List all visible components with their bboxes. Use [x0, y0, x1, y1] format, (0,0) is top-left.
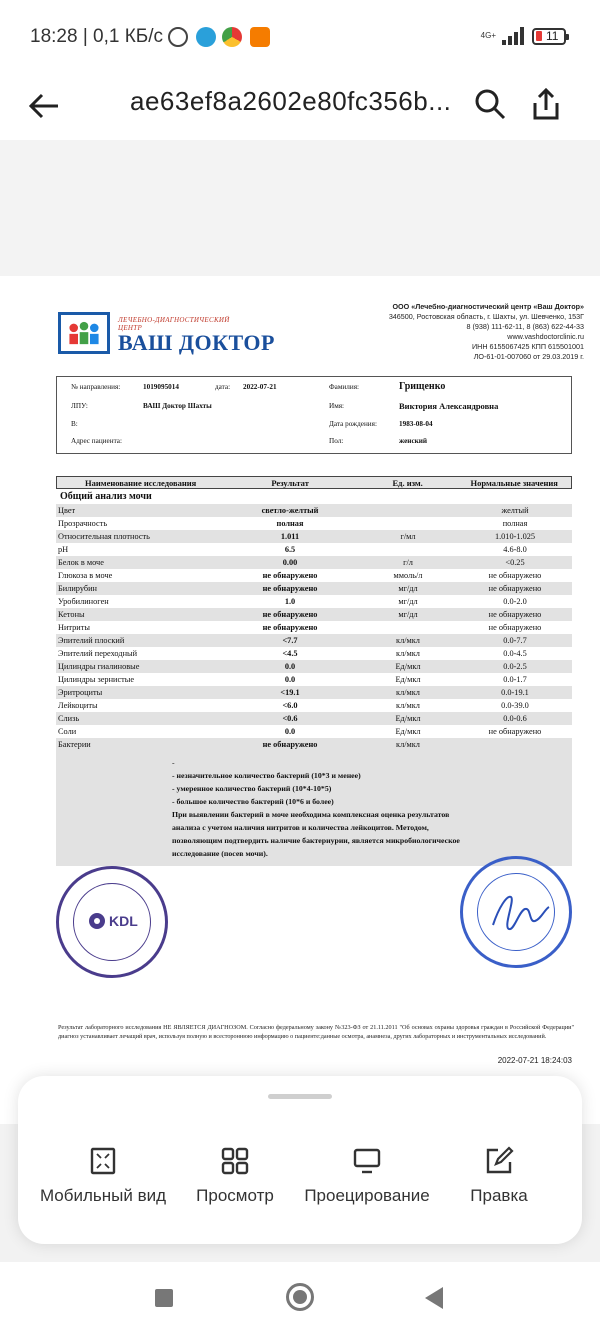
result-norm: 0.0-4.5 — [503, 649, 527, 658]
recents-button[interactable] — [155, 1289, 173, 1307]
result-name: Прозрачность — [58, 519, 108, 528]
result-norm: не обнаружено — [488, 727, 542, 736]
grid-icon — [220, 1146, 250, 1176]
report-datetime: 2022-07-21 18:24:03 — [497, 1056, 572, 1065]
nav-back-button[interactable] — [425, 1287, 443, 1309]
result-norm: 0.0-2.5 — [503, 662, 527, 671]
result-name: Эритроциты — [58, 688, 103, 697]
sex-value: женский — [399, 437, 428, 445]
result-name: Билирубин — [58, 584, 97, 593]
search-icon[interactable] — [472, 86, 508, 122]
monitor-icon — [352, 1146, 382, 1176]
result-value: 0.0 — [284, 662, 296, 671]
result-norm: не обнаружено — [488, 623, 542, 632]
result-value: не обнаружено — [262, 610, 318, 619]
action-label: Просмотр — [196, 1186, 274, 1205]
note-line: - умеренное количество бактерий (10*4-10*5) — [172, 784, 332, 793]
address-label: Адрес пациента: — [71, 437, 122, 445]
back-arrow-icon[interactable] — [24, 86, 64, 126]
sheet-drag-handle[interactable] — [268, 1094, 332, 1099]
status-bar — [0, 0, 600, 72]
result-name: Кетоны — [58, 610, 85, 619]
org-line: ЛО-61-01-007060 от 29.03.2019 г. — [473, 352, 584, 361]
result-row — [56, 725, 572, 738]
result-name: pH — [58, 545, 69, 554]
result-name: Слизь — [58, 714, 80, 723]
view-button[interactable] — [170, 1146, 300, 1236]
result-norm: 0.0-0.6 — [503, 714, 527, 723]
result-norm: 1.010-1.025 — [494, 532, 536, 541]
note-line: - — [172, 758, 175, 767]
mobile-view-button[interactable] — [38, 1146, 168, 1236]
note-line: - большое количество бактерий (10*6 и более) — [172, 797, 334, 806]
result-name: Цилиндры гиалиновые — [58, 662, 140, 671]
result-row — [56, 556, 572, 569]
result-row — [56, 621, 572, 634]
signature-icon — [483, 885, 555, 941]
surname-value: Грищенко — [399, 381, 446, 392]
org-line: www.vashdoctorclinic.ru — [507, 332, 584, 341]
sex-label: Пол: — [329, 437, 344, 445]
header-name: Наименование исследования — [85, 477, 197, 488]
share-icon[interactable] — [528, 86, 564, 122]
result-name: Бактерии — [58, 740, 91, 749]
result-unit: Ед/мкл — [395, 714, 421, 723]
note-line: При выявлении бактерий в моче необходима комплексная оценка результатов — [172, 810, 450, 819]
result-row — [56, 582, 572, 595]
result-name: Цилиндры зернистые — [58, 675, 135, 684]
result-norm: 0.0-39.0 — [501, 701, 529, 710]
lpu-label: ЛПУ: — [71, 402, 88, 410]
clinic-logo-name: ВАШ ДОКТОР — [118, 330, 275, 355]
referral-label: № направления: — [71, 383, 121, 391]
result-row — [56, 673, 572, 686]
network-type: 4G+ — [480, 31, 496, 40]
result-unit: г/л — [403, 558, 413, 567]
org-line: ИНН 6155067425 КПП 615501001 — [471, 342, 584, 351]
group-title: Общий анализ мочи — [60, 491, 152, 502]
result-norm: 4.6-8.0 — [503, 545, 527, 554]
result-value: 1.0 — [284, 597, 296, 606]
result-unit: мг/дл — [398, 584, 418, 593]
status-right — [481, 24, 566, 48]
doctor-stamp — [460, 856, 572, 968]
result-unit: Ед/мкл — [395, 727, 421, 736]
result-row — [56, 738, 572, 751]
v-label: В: — [71, 420, 78, 428]
result-unit: мг/дл — [398, 610, 418, 619]
result-value: 0.0 — [284, 727, 296, 736]
result-row — [56, 660, 572, 673]
note-line: позволяющим подтвердить наличие бактериурии, является микробиологическое — [172, 836, 460, 845]
edit-button[interactable] — [434, 1146, 564, 1236]
result-value: 0.0 — [284, 675, 296, 684]
result-norm: 0.0-19.1 — [501, 688, 529, 697]
result-unit: кл/мкл — [396, 740, 420, 749]
action-label: Проецирование — [304, 1186, 430, 1205]
app-icon — [250, 27, 270, 47]
result-norm: 0.0-2.0 — [503, 597, 527, 606]
telegram-icon — [196, 27, 216, 47]
result-row — [56, 530, 572, 543]
result-name: Белок в моче — [58, 558, 104, 567]
document-page — [0, 276, 600, 1124]
result-row — [56, 595, 572, 608]
org-line: 8 (938) 111-62-11, 8 (863) 622-44-33 — [466, 322, 584, 331]
result-norm: желтый — [501, 506, 529, 515]
referral-number: 1019095014 — [143, 383, 179, 391]
result-row — [56, 686, 572, 699]
note-line: анализа с учетом наличия нитритов и количества лейкоцитов. Методом, — [172, 823, 429, 832]
result-value: 0.00 — [282, 558, 298, 567]
result-unit: Ед/мкл — [395, 662, 421, 671]
result-row — [56, 569, 572, 582]
referral-date: 2022-07-21 — [243, 383, 277, 391]
disclaimer: Результат лабораторного исследования НЕ ЯВЛЯЕТСЯ ДИАГНОЗОМ. Согласно федеральному закону №323-ФЗ от 21.11.2011 "Об основах охраны здоровья граждан в Российской Федерации" диагноз устанавливает лечащий врач, используя полную и всестороннюю информацию о пациенте:данные осмотра, анамнеза, других лабораторных и инструментальных исследований. — [58, 1024, 574, 1040]
result-unit: ммоль/л — [393, 571, 423, 580]
result-value: <6.0 — [282, 701, 298, 710]
app-toolbar — [0, 72, 600, 140]
lpu-value: ВАШ Доктор Шахты — [143, 402, 212, 410]
bacteria-notes — [56, 751, 572, 866]
header-result: Результат — [271, 477, 309, 488]
result-unit: кл/мкл — [396, 701, 420, 710]
chrome-icon — [222, 27, 242, 47]
bottom-action-sheet — [18, 1076, 582, 1244]
home-button[interactable] — [286, 1283, 314, 1311]
result-value: 1.011 — [280, 532, 300, 541]
result-norm: <0.25 — [505, 558, 525, 567]
note-line: - незначительное количество бактерий (10*3 и менее) — [172, 771, 361, 780]
result-value: <7.7 — [282, 636, 298, 645]
edit-icon — [484, 1146, 514, 1176]
result-value: не обнаружено — [262, 584, 318, 593]
result-norm: 0.0-1.7 — [503, 675, 527, 684]
result-value: светло-желтый — [261, 506, 319, 515]
kdl-logo-icon — [87, 911, 107, 931]
dob-value: 1983-08-04 — [399, 420, 433, 428]
date-label: дата: — [215, 383, 231, 391]
result-value: <0.6 — [282, 714, 298, 723]
organization-info — [284, 302, 584, 362]
result-name: Нитриты — [58, 623, 90, 632]
result-name: Эпителий переходный — [58, 649, 138, 658]
result-row — [56, 712, 572, 725]
result-row — [56, 608, 572, 621]
result-norm: 0.0-7.7 — [503, 636, 527, 645]
result-row — [56, 647, 572, 660]
result-unit: кл/мкл — [396, 688, 420, 697]
viewer-background — [0, 140, 600, 276]
clinic-logo-subtitle: ЛЕЧЕБНО-ДИАГНОСТИЧЕСКИЙ ЦЕНТР — [118, 316, 230, 332]
result-name: Цвет — [58, 506, 76, 515]
result-unit: кл/мкл — [396, 636, 420, 645]
status-time: 18:28 | 0,1 КБ/с — [30, 26, 164, 47]
action-label: Правка — [470, 1186, 528, 1205]
org-line: ООО «Лечебно-диагностический центр «Ваш Доктор» — [392, 302, 584, 311]
result-value: не обнаружено — [262, 571, 318, 580]
result-name: Соли — [58, 727, 77, 736]
result-unit: мг/дл — [398, 597, 418, 606]
results-header — [56, 476, 572, 489]
result-value: <4.5 — [282, 649, 298, 658]
result-value: полная — [276, 519, 304, 528]
result-value: 6.5 — [284, 545, 296, 554]
result-name: Лейкоциты — [58, 701, 98, 710]
clinic-logo — [58, 312, 275, 355]
org-line: 346500, Ростовская область, г. Шахты, ул. Шевченко, 153Г — [388, 312, 584, 321]
result-name: Глюкоза в моче — [58, 571, 113, 580]
battery-icon — [532, 28, 566, 45]
results-rows — [56, 504, 572, 751]
result-norm: не обнаружено — [488, 610, 542, 619]
results-table — [56, 476, 572, 866]
result-row — [56, 517, 572, 530]
result-row — [56, 543, 572, 556]
name-label: Имя: — [329, 402, 345, 410]
patient-info-box — [56, 376, 572, 454]
surname-label: Фамилия: — [329, 383, 359, 391]
result-row — [56, 634, 572, 647]
file-title: ae63ef8a2602e80fc356b... — [130, 86, 452, 116]
result-unit: Ед/мкл — [395, 675, 421, 684]
result-value: не обнаружено — [262, 740, 318, 749]
signal-icon — [502, 27, 526, 45]
result-norm: не обнаружено — [488, 584, 542, 593]
result-unit: г/мл — [400, 532, 416, 541]
alarm-icon — [168, 27, 188, 47]
system-nav-bar — [0, 1262, 600, 1332]
result-norm: не обнаружено — [488, 571, 542, 580]
header-unit: Ед. изм. — [392, 477, 423, 488]
result-norm: полная — [502, 519, 528, 528]
action-label: Мобильный вид — [39, 1186, 167, 1205]
header-norm: Нормальные значения — [470, 477, 558, 488]
lab-stamp — [56, 866, 168, 978]
projection-button[interactable] — [302, 1146, 432, 1236]
kdl-brand: KDL — [109, 913, 138, 929]
clinic-logo-mark-icon — [58, 312, 110, 354]
result-name: Относительная плотность — [58, 532, 150, 541]
fullscreen-icon — [88, 1146, 118, 1176]
result-row — [56, 699, 572, 712]
result-name: Эпителий плоский — [58, 636, 125, 645]
name-value: Виктория Александровна — [399, 401, 499, 411]
battery-level: 11 — [546, 28, 559, 43]
note-line: исследование (посев мочи). — [172, 849, 268, 858]
result-name: Уробилиноген — [58, 597, 109, 606]
result-value: <19.1 — [280, 688, 300, 697]
result-row — [56, 504, 572, 517]
result-value: не обнаружено — [262, 623, 318, 632]
dob-label: Дата рождения: — [329, 420, 377, 428]
result-unit: кл/мкл — [396, 649, 420, 658]
